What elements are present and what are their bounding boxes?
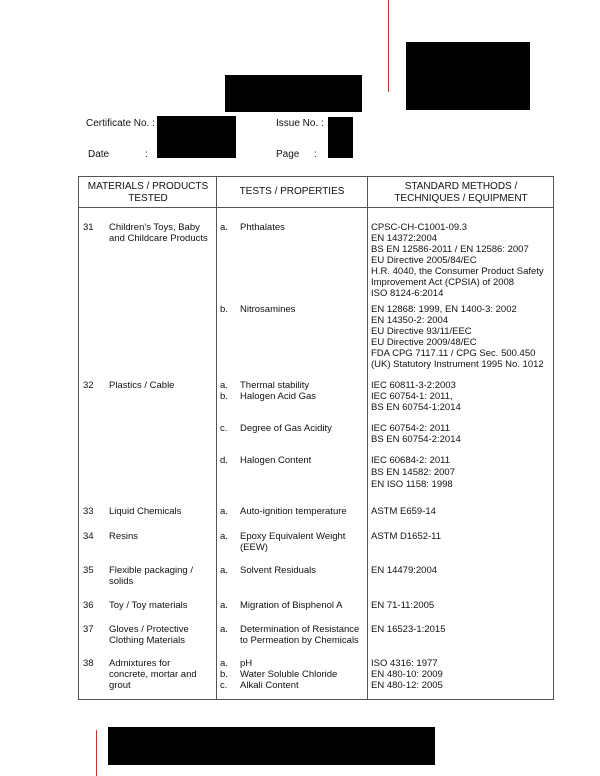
test-letter: a.	[220, 506, 228, 517]
standards	[371, 423, 553, 445]
standard: Improvement Act (CPSIA) of 2008	[371, 277, 515, 288]
standard: IEC 60811-3-2:2003	[371, 380, 456, 391]
standard: FDA CPG 7117.11 / CPG Sec. 500.450	[371, 348, 536, 359]
test-name-item: Water Soluble Chloride	[240, 669, 338, 680]
standard: BS EN 60754-1:2014	[371, 402, 461, 413]
standard: EU Directive 2009/48/EC	[371, 337, 477, 348]
test-letter: b.	[220, 391, 228, 402]
standard: EN ISO 1158: 1998	[371, 479, 453, 490]
test-name: Epoxy Equivalent Weight (EEW)	[240, 531, 346, 553]
standards	[371, 624, 553, 635]
col-header-standards: STANDARD METHODS / TECHNIQUES / EQUIPMENT	[394, 181, 528, 204]
redacted-footer	[108, 727, 435, 765]
row-number: 34	[83, 531, 94, 542]
standards	[371, 600, 553, 611]
material: Plastics / Cable	[109, 380, 175, 391]
test-name: Nitrosamines	[240, 304, 296, 315]
test-name: Halogen Acid Gas	[240, 391, 317, 402]
standard: EN 14479:2004	[371, 565, 438, 576]
standard: ISO 8124-6:2014	[371, 288, 444, 299]
page-label: Page	[276, 149, 300, 160]
col-header-tests: TESTS / PROPERTIES	[239, 186, 345, 197]
row-number: 33	[83, 506, 94, 517]
test-letter: a.	[220, 222, 228, 233]
test-letter: c.	[220, 423, 228, 434]
standard: EN 14350-2: 2004	[371, 315, 449, 326]
standards	[371, 506, 553, 517]
test-letter: a.	[220, 624, 228, 635]
test-name: Thermal stability	[240, 380, 310, 391]
date-colon: :	[145, 149, 148, 160]
test-letter-item: a.	[220, 658, 228, 669]
standards	[371, 455, 553, 491]
margin-line-top	[388, 0, 389, 92]
material: Toy / Toy materials	[109, 600, 188, 611]
test-letter-item: b.	[220, 669, 228, 680]
row-number: 31	[83, 222, 94, 233]
accreditation-table	[78, 176, 554, 700]
test-name: Determination of Resistance to Permeation by Chemicals	[240, 624, 360, 646]
standard: IEC 60684-2: 2011	[371, 455, 451, 466]
standard: H.R. 4040, the Consumer Product Safety	[371, 266, 544, 277]
test-name	[240, 658, 368, 691]
standard: CPSC-CH-C1001-09.3	[371, 222, 468, 233]
material: Liquid Chemicals	[109, 506, 182, 517]
material: Resins	[109, 531, 139, 542]
standard: EN 71-11:2005	[371, 600, 435, 611]
test-letter: a.	[220, 531, 228, 542]
redacted-logo	[406, 42, 530, 110]
standard: EN 480-10: 2009	[371, 669, 443, 680]
standard: EU Directive 2005/84/EC	[371, 255, 477, 266]
page-colon: :	[314, 149, 317, 160]
certificate-label: Certificate No. :	[86, 118, 155, 129]
test-name: Halogen Content	[240, 455, 312, 466]
test-name: Migration of Bisphenol A	[240, 600, 343, 611]
standard: BS EN 14582: 2007	[371, 467, 455, 478]
test-letter-item: c.	[220, 680, 228, 691]
test-letter: a.	[220, 380, 228, 391]
date-label: Date	[88, 149, 110, 160]
standard: EN 12868: 1999, EN 1400-3: 2002	[371, 304, 517, 315]
test-name: Solvent Residuals	[240, 565, 317, 576]
standard: BS EN 60754-2:2014	[371, 434, 461, 445]
redacted-title	[225, 75, 362, 112]
redacted-issue-number	[328, 117, 353, 158]
row-number: 36	[83, 600, 94, 611]
row-number: 37	[83, 624, 94, 635]
test-name-item: pH	[240, 658, 253, 669]
standards	[371, 658, 553, 691]
test-letter: a.	[220, 565, 228, 576]
test-name: Phthalates	[240, 222, 285, 233]
test-letter	[220, 658, 236, 691]
row-number: 35	[83, 565, 94, 576]
material: Children's Toys, Baby and Childcare Products	[109, 222, 208, 244]
material: Flexible packaging / solids	[109, 565, 193, 587]
standard: EN 16523-1:2015	[371, 624, 446, 635]
standards	[371, 380, 553, 391]
material: Admixtures for concrete, mortar and grout	[109, 658, 197, 691]
test-name: Auto-ignition temperature	[240, 506, 347, 517]
test-letter: d.	[220, 455, 228, 466]
standard: EN 480-12: 2005	[371, 680, 443, 691]
standard: ASTM D1652-11	[371, 531, 442, 542]
row-number: 32	[83, 380, 94, 391]
column-divider	[367, 177, 368, 699]
standard: IEC 60754-1: 2011,	[371, 391, 453, 402]
standards	[371, 304, 553, 370]
standard: IEC 60754-2: 2011	[371, 423, 451, 434]
col-header-materials: MATERIALS / PRODUCTS TESTED	[87, 181, 209, 204]
standard: ASTM E659-14	[371, 506, 436, 517]
test-name-item: Alkali Content	[240, 680, 299, 691]
issue-label: Issue No. :	[276, 118, 324, 129]
test-name: Degree of Gas Acidity	[240, 423, 332, 434]
material: Gloves / Protective Clothing Materials	[109, 624, 189, 646]
standards	[371, 391, 553, 413]
row-number: 38	[83, 658, 94, 669]
standards	[371, 531, 553, 542]
redacted-certificate-number	[157, 116, 236, 158]
standard: EU Directive 93/11/EEC	[371, 326, 472, 337]
header-divider	[79, 207, 553, 208]
test-letter: b.	[220, 304, 228, 315]
standards	[371, 565, 553, 576]
column-divider	[216, 177, 217, 699]
margin-line-bottom	[96, 730, 97, 776]
standard: ISO 4316: 1977	[371, 658, 438, 669]
standards	[371, 222, 553, 299]
standard: (UK) Statutory Instrument 1995 No. 1012	[371, 359, 544, 370]
test-letter: a.	[220, 600, 228, 611]
standard: EN 14372:2004	[371, 233, 438, 244]
standard: BS EN 12586-2011 / EN 12586: 2007	[371, 244, 529, 255]
